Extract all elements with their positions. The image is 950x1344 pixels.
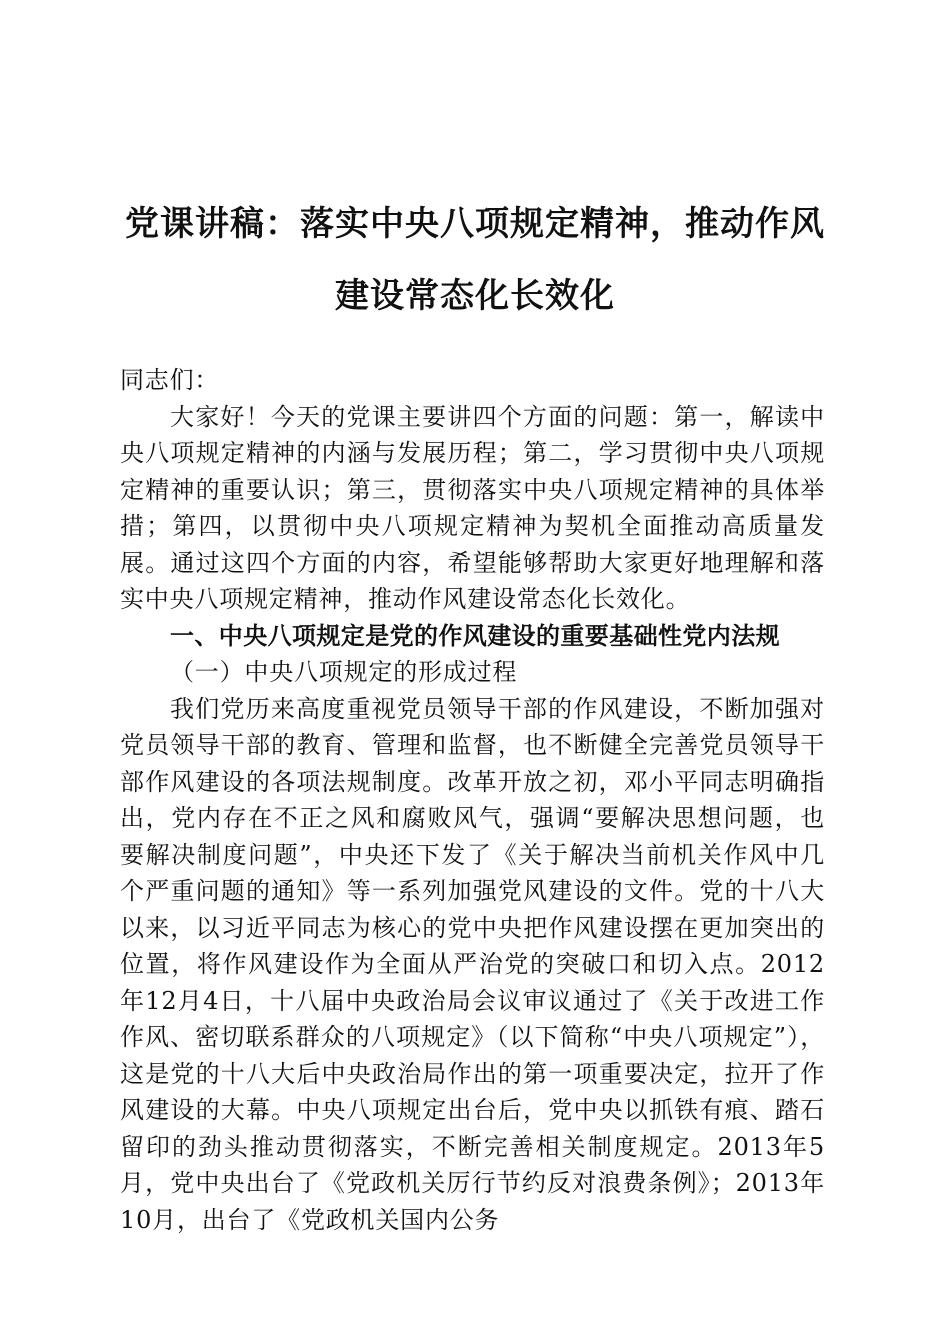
section-heading: 一、中央八项规定是党的作风建设的重要基础性党内法规 xyxy=(170,621,780,650)
intro-paragraph: 大家好！今天的党课主要讲四个方面的问题：第一，解读中央八项规定精神的内涵与发展历程；第二，学习贯彻中央八项规定精神的重要认识；第三，贯彻落实中央八项规定精神的具体举措；第四，以贯彻中央八项规定精神为契机全面推动高质量发展。通过这四个方面的内容，希望能够帮助大家更好地理解和落实中央八项规定精神，推动作风建设常态化长效化。 xyxy=(120,402,825,613)
body-paragraph: 我们党历来高度重视党员领导干部的作风建设，不断加强对党员领导干部的教育、管理和监督，也不断健全完善党员领导干部作风建设的各项法规制度。改革开放之初，邓小平同志明确指出，党内存在不正之风和腐败风气，强调“要解决思想问题，也要解决制度问题”，中央还下发了《关于解决当前机关作风中几个严重问题的通知》等一系列加强党风建设的文件。党的十八大以来，以习近平同志为核心的党中央把作风建设摆在更加突出的位置，将作风建设作为全面从严治党的突破口和切入点。2012年12月4日，十八届中央政治局会议审议通过了《关于改进工作作风、密切联系群众的八项规定》（以下简称“中央八项规定”），这是党的十八大后中央政治局作出的第一项重要决定，拉开了作风建设的大幕。中央八项规定出台后，党中央以抓铁有痕、踏石留印的劲头推动贯彻落实，不断完善相关制度规定。2013年5月，党中央出台了《党政机关厉行节约反对浪费条例》；2013年10月，出台了《党政机关国内公务 xyxy=(120,694,825,1234)
document-title: 党课讲稿：落实中央八项规定精神，推动作风建设常态化长效化 xyxy=(125,204,825,316)
subsection-heading: （一）中央八项规定的形成过程 xyxy=(170,658,518,686)
document-body xyxy=(120,362,825,1238)
salutation: 同志们： xyxy=(120,366,220,394)
